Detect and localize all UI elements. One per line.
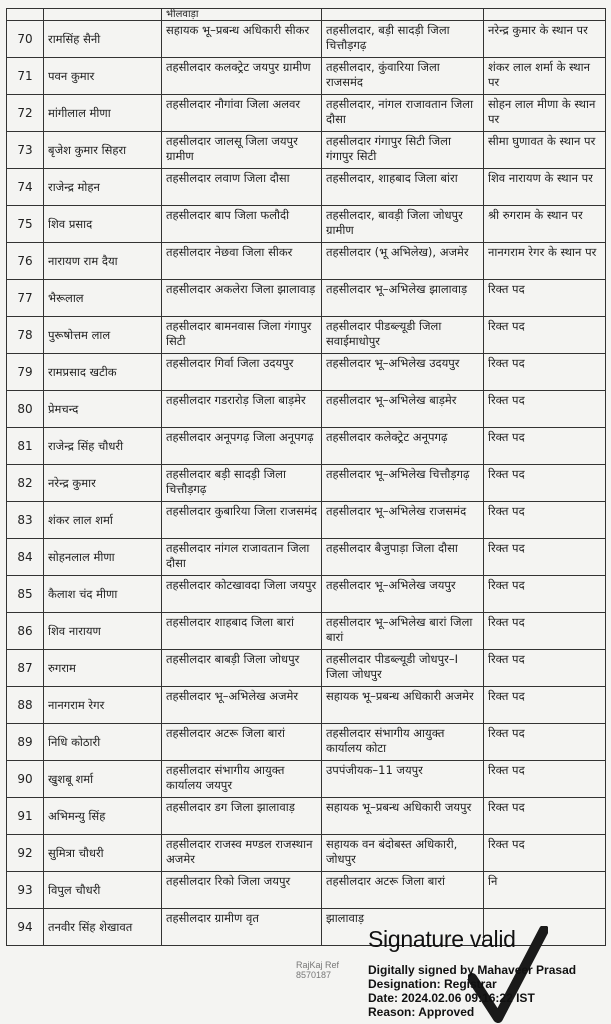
cell-to-post: सहायक भू–प्रबन्ध अधिकारी अजमेर (322, 687, 484, 724)
table-row (7, 576, 606, 613)
cell-serial: 73 (7, 132, 44, 169)
cell-serial: 78 (7, 317, 44, 354)
cell-name: शिव प्रसाद (44, 206, 162, 243)
table-row (7, 280, 606, 317)
cell-remark: रिक्त पद (484, 761, 606, 798)
cell-name (44, 9, 162, 21)
cell-name: सुमित्रा चौधरी (44, 835, 162, 872)
cell-to-post: तहसीलदार पीडब्ल्यूडी जिला सवाईमाधोपुर (322, 317, 484, 354)
cell-name: रुगराम (44, 650, 162, 687)
cell-name: नानगराम रेगर (44, 687, 162, 724)
cell-name: पुरूषोत्तम लाल (44, 317, 162, 354)
cell-serial: 83 (7, 502, 44, 539)
cell-remark: रिक्त पद (484, 576, 606, 613)
cell-serial: 81 (7, 428, 44, 465)
cell-remark: शिव नारायण के स्थान पर (484, 169, 606, 206)
cell-serial: 84 (7, 539, 44, 576)
cell-name: प्रेमचन्द (44, 391, 162, 428)
cell-to-post: तहसीलदार भू–अभिलेख राजसमंद (322, 502, 484, 539)
cell-remark: सीमा घुणावत के स्थान पर (484, 132, 606, 169)
cell-serial: 79 (7, 354, 44, 391)
cell-from-post: तहसीलदार शाहबाद जिला बारां (162, 613, 322, 650)
cell-from-post: तहसीलदार संभागीय आयुक्त कार्यालय जयपुर (162, 761, 322, 798)
cell-remark: सोहन लाल मीणा के स्थान पर (484, 95, 606, 132)
table-row-continuation (7, 9, 606, 21)
cell-serial: 87 (7, 650, 44, 687)
cell-remark: रिक्त पद (484, 502, 606, 539)
cell-serial: 93 (7, 872, 44, 909)
cell-remark: रिक्त पद (484, 539, 606, 576)
cell-name: भैरूलाल (44, 280, 162, 317)
cell-serial: 85 (7, 576, 44, 613)
cell-to-post: तहसीलदार (भू अभिलेख), अजमेर (322, 243, 484, 280)
cell-serial: 91 (7, 798, 44, 835)
table-row (7, 798, 606, 835)
cell-to-post: तहसीलदार, शाहबाद जिला बांरा (322, 169, 484, 206)
cell-remark: श्री रुगराम के स्थान पर (484, 206, 606, 243)
transfer-table-body (7, 9, 606, 946)
cell-from-post: तहसीलदार गिर्वा जिला उदयपुर (162, 354, 322, 391)
signature-designation: Designation: Registrar (368, 977, 497, 991)
cell-name: तनवीर सिंह शेखावत (44, 909, 162, 946)
cell-serial: 92 (7, 835, 44, 872)
cell-name: रामसिंह सैनी (44, 21, 162, 58)
signature-signed-by: Digitally signed by Mahaveer Prasad (368, 963, 577, 977)
cell-from-post: भीलवाड़ा (162, 9, 322, 21)
cell-to-post: सहायक वन बंदोबस्त अधिकारी, जोधपुर (322, 835, 484, 872)
cell-remark: रिक्त पद (484, 317, 606, 354)
cell-from-post: तहसीलदार नौगांवा जिला अलवर (162, 95, 322, 132)
cell-to-post: तहसीलदार भू–अभिलेख उदयपुर (322, 354, 484, 391)
cell-from-post: तहसीलदार रिको जिला जयपुर (162, 872, 322, 909)
cell-from-post: तहसीलदार बामनवास जिला गंगापुर सिटी (162, 317, 322, 354)
cell-from-post: तहसीलदार बाप जिला फलौदी (162, 206, 322, 243)
cell-from-post: तहसीलदार लवाण जिला दौसा (162, 169, 322, 206)
cell-name: सोहनलाल मीणा (44, 539, 162, 576)
cell-to-post: तहसीलदार पीडब्ल्यूडी जोधपुर–I जिला जोधपुर (322, 650, 484, 687)
cell-to-post: तहसीलदार, बावड़ी जिला जोधपुर ग्रामीण (322, 206, 484, 243)
cell-remark: नि (484, 872, 606, 909)
cell-remark: नरेन्द्र कुमार के स्थान पर (484, 21, 606, 58)
cell-to-post: तहसीलदार भू–अभिलेख बारां जिला बारां (322, 613, 484, 650)
cell-from-post: तहसीलदार गडरारोड़ जिला बाड़मेर (162, 391, 322, 428)
table-row (7, 502, 606, 539)
cell-serial: 75 (7, 206, 44, 243)
cell-name: शिव नारायण (44, 613, 162, 650)
table-row (7, 761, 606, 798)
cell-from-post: तहसीलदार बड़ी सादड़ी जिला चित्तौड़गढ़ (162, 465, 322, 502)
cell-name: रामप्रसाद खटीक (44, 354, 162, 391)
table-row (7, 95, 606, 132)
transfer-table (6, 8, 606, 946)
cell-to-post: तहसीलदार भू–अभिलेख चित्तौड़गढ़ (322, 465, 484, 502)
cell-from-post: तहसीलदार जालसू जिला जयपुर ग्रामीण (162, 132, 322, 169)
cell-from-post: तहसीलदार राजस्व मण्डल राजस्थान अजमेर (162, 835, 322, 872)
cell-remark: रिक्त पद (484, 798, 606, 835)
transfer-order-page (6, 8, 605, 946)
cell-from-post: तहसीलदार डग जिला झालावाड़ (162, 798, 322, 835)
cell-to-post: तहसीलदार गंगापुर सिटी जिला गंगापुर सिटी (322, 132, 484, 169)
rajkaj-watermark (296, 960, 339, 980)
table-row (7, 465, 606, 502)
cell-name: नारायण राम दैया (44, 243, 162, 280)
cell-serial: 86 (7, 613, 44, 650)
digital-signature-stamp (340, 924, 611, 1024)
cell-from-post: तहसीलदार कोटखावदा जिला जयपुर (162, 576, 322, 613)
table-row (7, 21, 606, 58)
cell-name: बृजेश कुमार सिहरा (44, 132, 162, 169)
cell-from-post: तहसीलदार कलक्ट्रेट जयपुर ग्रामीण (162, 58, 322, 95)
cell-serial: 82 (7, 465, 44, 502)
table-row (7, 724, 606, 761)
cell-to-post: तहसीलदार भू–अभिलेख झालावाड़ (322, 280, 484, 317)
signature-date: Date: 2024.02.06 09:16:22 IST (368, 991, 535, 1005)
table-row (7, 317, 606, 354)
cell-serial: 74 (7, 169, 44, 206)
cell-from-post: तहसीलदार नांगल राजावतान जिला दौसा (162, 539, 322, 576)
cell-to-post: झालावाड़ (322, 909, 484, 946)
cell-remark: रिक्त पद (484, 280, 606, 317)
cell-serial: 71 (7, 58, 44, 95)
cell-name: नरेन्द्र कुमार (44, 465, 162, 502)
cell-serial: 80 (7, 391, 44, 428)
table-row (7, 539, 606, 576)
cell-serial (7, 9, 44, 21)
cell-from-post: तहसीलदार अकलेरा जिला झालावाड़ (162, 280, 322, 317)
cell-to-post: तहसीलदार संभागीय आयुक्त कार्यालय कोटा (322, 724, 484, 761)
cell-remark: रिक्त पद (484, 687, 606, 724)
cell-to-post: तहसीलदार अटरू जिला बारां (322, 872, 484, 909)
cell-to-post: तहसीलदार, नांगल राजावतान जिला दौसा (322, 95, 484, 132)
cell-to-post (322, 9, 484, 21)
cell-serial: 88 (7, 687, 44, 724)
signature-reason: Reason: Approved (368, 1005, 475, 1019)
cell-serial: 89 (7, 724, 44, 761)
table-row (7, 613, 606, 650)
cell-serial: 76 (7, 243, 44, 280)
cell-to-post: तहसीलदार, बड़ी सादड़ी जिला चित्तौड़गढ़ (322, 21, 484, 58)
table-row (7, 835, 606, 872)
cell-to-post: तहसीलदार भू–अभिलेख जयपुर (322, 576, 484, 613)
cell-name: राजेन्द्र मोहन (44, 169, 162, 206)
cell-from-post: तहसीलदार ग्रामीण वृत (162, 909, 322, 946)
cell-name: राजेन्द्र सिंह चौधरी (44, 428, 162, 465)
cell-serial: 77 (7, 280, 44, 317)
table-row (7, 650, 606, 687)
cell-from-post: तहसीलदार भू–अभिलेख अजमेर (162, 687, 322, 724)
cell-name: निधि कोठारी (44, 724, 162, 761)
cell-remark (484, 9, 606, 21)
cell-remark: नानगराम रेगर के स्थान पर (484, 243, 606, 280)
cell-to-post: तहसीलदार कलेक्ट्रेट अनूपगढ़ (322, 428, 484, 465)
cell-from-post: सहायक भू–प्रबन्ध अधिकारी सीकर (162, 21, 322, 58)
cell-name: शंकर लाल शर्मा (44, 502, 162, 539)
cell-name: विपुल चौधरी (44, 872, 162, 909)
cell-to-post: उपपंजीयक–11 जयपुर (322, 761, 484, 798)
cell-to-post: सहायक भू–प्रबन्ध अधिकारी जयपुर (322, 798, 484, 835)
cell-from-post: तहसीलदार अनूपगढ़ जिला अनूपगढ़ (162, 428, 322, 465)
cell-remark: रिक्त पद (484, 391, 606, 428)
cell-to-post: तहसीलदार, कुंवारिया जिला राजसमंद (322, 58, 484, 95)
cell-to-post: तहसीलदार बैजुपाड़ा जिला दौसा (322, 539, 484, 576)
cell-from-post: तहसीलदार अटरू जिला बारां (162, 724, 322, 761)
table-row (7, 169, 606, 206)
table-row (7, 243, 606, 280)
cell-name: मांगीलाल मीणा (44, 95, 162, 132)
signature-valid-title: Signature valid (368, 926, 516, 952)
watermark-line-1: RajKaj Ref (296, 960, 340, 970)
cell-remark: रिक्त पद (484, 835, 606, 872)
cell-serial: 90 (7, 761, 44, 798)
table-row (7, 687, 606, 724)
cell-remark: रिक्त पद (484, 613, 606, 650)
cell-name: पवन कुमार (44, 58, 162, 95)
cell-remark: रिक्त पद (484, 465, 606, 502)
table-row (7, 391, 606, 428)
cell-serial: 70 (7, 21, 44, 58)
cell-remark: रिक्त पद (484, 428, 606, 465)
table-row (7, 132, 606, 169)
table-row (7, 428, 606, 465)
cell-remark: शंकर लाल शर्मा के स्थान पर (484, 58, 606, 95)
table-row (7, 58, 606, 95)
cell-from-post: तहसीलदार बाबड़ी जिला जोधपुर (162, 650, 322, 687)
cell-remark: रिक्त पद (484, 724, 606, 761)
table-row (7, 354, 606, 391)
cell-name: कैलाश चंद मीणा (44, 576, 162, 613)
cell-serial: 94 (7, 909, 44, 946)
cell-serial: 72 (7, 95, 44, 132)
cell-remark: रिक्त पद (484, 650, 606, 687)
table-row (7, 872, 606, 909)
cell-name: खुशबू शर्मा (44, 761, 162, 798)
cell-to-post: तहसीलदार भू–अभिलेख बाड़मेर (322, 391, 484, 428)
cell-from-post: तहसीलदार नेछवा जिला सीकर (162, 243, 322, 280)
cell-name: अभिमन्यु सिंह (44, 798, 162, 835)
table-row (7, 206, 606, 243)
cell-from-post: तहसीलदार कुबारिया जिला राजसमंद (162, 502, 322, 539)
cell-remark: रिक्त पद (484, 354, 606, 391)
watermark-line-2: 8570187 (296, 970, 332, 980)
